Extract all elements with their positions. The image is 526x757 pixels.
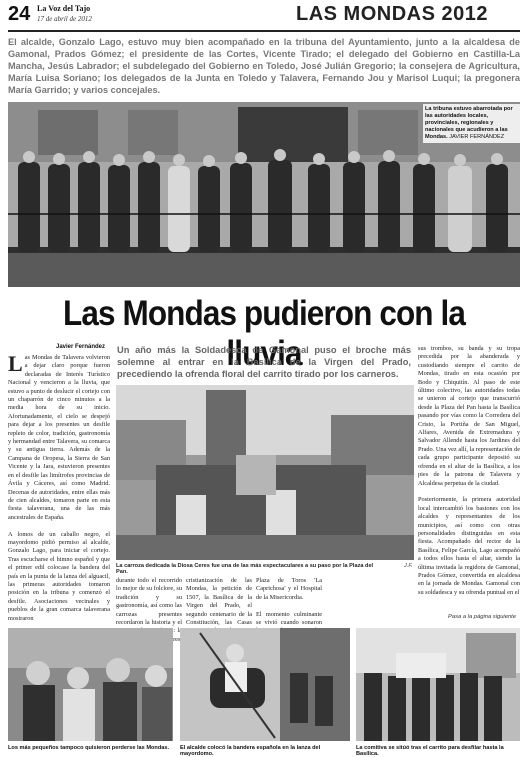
header-rule	[8, 30, 520, 32]
continued-note: Pasa a la página siguiente	[448, 614, 517, 620]
bottom-photo-children	[8, 628, 173, 741]
section-title: LAS MONDAS 2012	[296, 3, 488, 25]
lead-paragraph: El alcalde, Gonzalo Lago, estuvo muy bien acompañado en la tribuna del Ayuntamiento, junto a la alcaldesa de Gamonal, Prados Gómez; el presidente de las Cortes, Vicente Tirado; el delegado del Gobierno en Castilla-La Mancha, Jesús Labrador; el subdelegado del Gobierno en Toledo, José Julián Gregorio; la consejera de Agricultura, María Luisa Soriano; los delegados de la Junta en Toledo y Talavera, Fernando Jou y Marisol Luqui; la pregonera María Garrido; y varios concejales.	[8, 37, 520, 95]
middle-photo	[116, 385, 414, 560]
body-column-4: Plaza de Toros 'La Caprichosa' y el Hospital de la Misericordia. El momento culminante se vivió cuando sonaron	[256, 577, 322, 627]
bottom-caption-2: El alcalde colocó la bandera española en la lanza del mayordomo.	[180, 745, 321, 757]
body-column-1: Las Mondas de Talavera volvieron a dejar claro porque fueron declaradas de Interés Turístico Nacional y vencieron a la lluvia, que estuvo a punto de deslucir el cortejo con un chaparrón de cinco minutos a la media hora de su inicio. Afortunadamente, el cielo se despejó para dejar a los presentes un desfile repleto de color, tradición, gastronomía y hermandad entre Talavera, su comarca y su antigua tierra. Además de la Campana de Oropesa, la Sierra de San Vicente y la Jara, estuvieron presentes en el desfile las limítrofes provincias de Ávila y Cáceres, así como Madrid. Decenas de autoridades, entre ellas más de cien alcaldes, tomaron parte en esta fiesta talaverana, una de las más ancestrales de España. A lomos de un caballo negro, el mayordomo pidió permiso al alcalde, Gonzalo Lago, para iniciar el cortejo. Tras escucharse el himno español y que el primer edil colocase la bandera del país en la punta de la lanza del alguacil, las primeras autoridades tomaron posición en la tribuna y comenzó el desfile. Asociaciones vecinales y pueblos de la gran comarca talaverana mostraron	[8, 351, 110, 622]
body-column-5: sus trombos, su banda y su tropa precedida por la abanderada y custodiando siempre el carrito de Mondas, tirado en esta ocasión por Bodo y Chiquitín. Al paso de este último colectivo, las autoridades todas se unieron al cortejo que transcurrió desde la Plaza del Pan hasta la Basílica pasando por vías como la Corredera del Cristo, la Portiña de San Miguel, Alfares, Avenida de Extremadura y Salvador Allende hasta los Jardines del Prado. Una vez allí, la representación de cada grupo participante depositó su ofrenda en el altar de la Basílica, a los pies de la patrona de Talavera y Alcaldesa perpetua de la ciudad. Posteriormente, la primera autoridad local intercambió los bastones con los alcaldes y representantes de los municipios, así como con otras personalidades distinguidas en esta fiesta. Acompañado del rector de la Basílica, Felipe García, Lago acompañó a todos ellos hasta el altar, siendo la última invitada la regidora de Gamonal, Prados Gómez, convertida en alcaldesa en la jornada de Mondas. Gamonal con su soldadesca y su ofrenda puntual en el	[418, 345, 520, 596]
body-column-2: durante todo el recorrido lo mejor de su folclore, su tradición y su gastronomía, así como las carrozas presentes recordaron la historia y el Ceres,	[116, 577, 182, 643]
deck: Un año más la Soldadesca de Gamonal puso el broche más solemne al entrar en la Basílica de la Virgen del Prado, precediendo la ofrenda floral del carrito tirado por los carneros.	[117, 345, 411, 379]
bottom-caption-1: Los más pequeños tampoco quisieron perderse las Mondas.	[8, 745, 170, 751]
body-column-3: cristianización de las Mondas, la petición de 1507, la Basílica de la Virgen del Prado, el segundo centenario de la Constitución, las Casas	[186, 577, 252, 627]
middle-photo-credit: J.F.	[404, 563, 413, 569]
bottom-caption-3: La comitiva se sitúó tras el carrito para desfilar hasta la Basílica.	[356, 745, 504, 757]
middle-photo-caption: La carroza dedicada la Diosa Ceres fue una de las más espectaculares a su paso por la Plaza del Pan.	[116, 563, 374, 575]
headline: Las Mondas pudieron con la lluvia	[63, 294, 465, 373]
top-photo-caption-text: La tribuna estuvo abarrotada por las autoridades locales, provinciales, regionales y nacionales que acudieron a las Mondas.	[425, 106, 513, 140]
top-photo-credit: JAVIER FERNÁNDEZ	[449, 134, 505, 140]
publication-name: La Voz del Tajo	[37, 4, 91, 13]
byline: Javier Fernández	[56, 344, 106, 350]
bottom-photo-flag	[180, 628, 350, 741]
publication-date: 17 de abril de 2012	[37, 15, 92, 23]
bottom-photo-procession	[356, 628, 520, 741]
page-number: 24	[8, 3, 31, 25]
top-photo-caption	[423, 104, 521, 143]
